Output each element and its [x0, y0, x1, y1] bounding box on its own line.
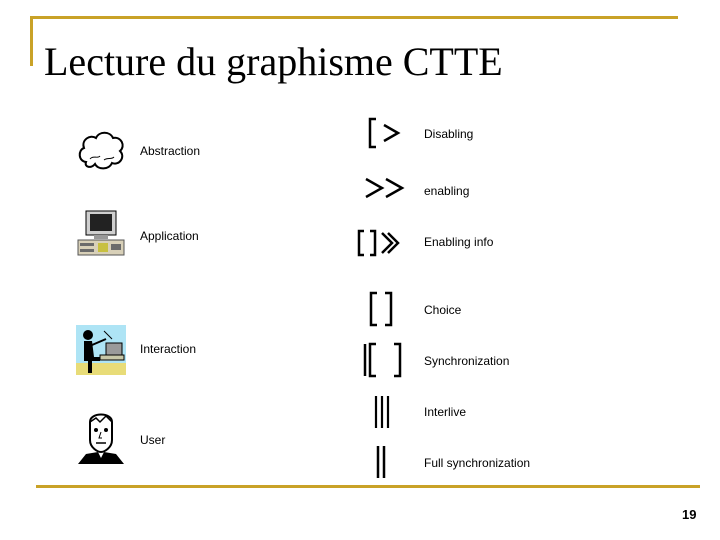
enabling-info-label: Enabling info — [424, 235, 494, 249]
interleave-label: Interlive — [424, 405, 467, 419]
slide-title: Lecture du graphisme CTTE — [44, 39, 503, 84]
frame-top-line — [30, 16, 678, 19]
enabling-info-symbol — [356, 228, 404, 263]
cloud-icon — [76, 128, 126, 177]
interleave-symbol — [372, 394, 392, 435]
choice-symbol — [368, 290, 394, 333]
enabling-label: enabling — [424, 184, 470, 198]
interaction-label: Interaction — [140, 342, 197, 356]
computer-icon — [76, 208, 126, 263]
choice-label: Choice — [424, 303, 462, 317]
full-synchronization-label: Full synchronization — [424, 456, 531, 470]
full-synchronization-symbol — [374, 444, 388, 485]
synchronization-label: Synchronization — [424, 354, 510, 368]
abstraction-label: Abstraction — [140, 144, 201, 158]
disabling-symbol — [364, 115, 404, 156]
application-label: Application — [140, 229, 199, 243]
user-face-icon — [76, 410, 126, 471]
synchronization-symbol — [362, 342, 408, 383]
enabling-symbol — [364, 175, 408, 206]
page-number: 19 — [682, 507, 697, 522]
frame-bottom-line — [36, 485, 700, 488]
disabling-label: Disabling — [424, 127, 474, 141]
user-label: User — [140, 433, 166, 447]
frame-left-line — [30, 16, 33, 66]
user-at-computer-icon — [76, 325, 126, 380]
